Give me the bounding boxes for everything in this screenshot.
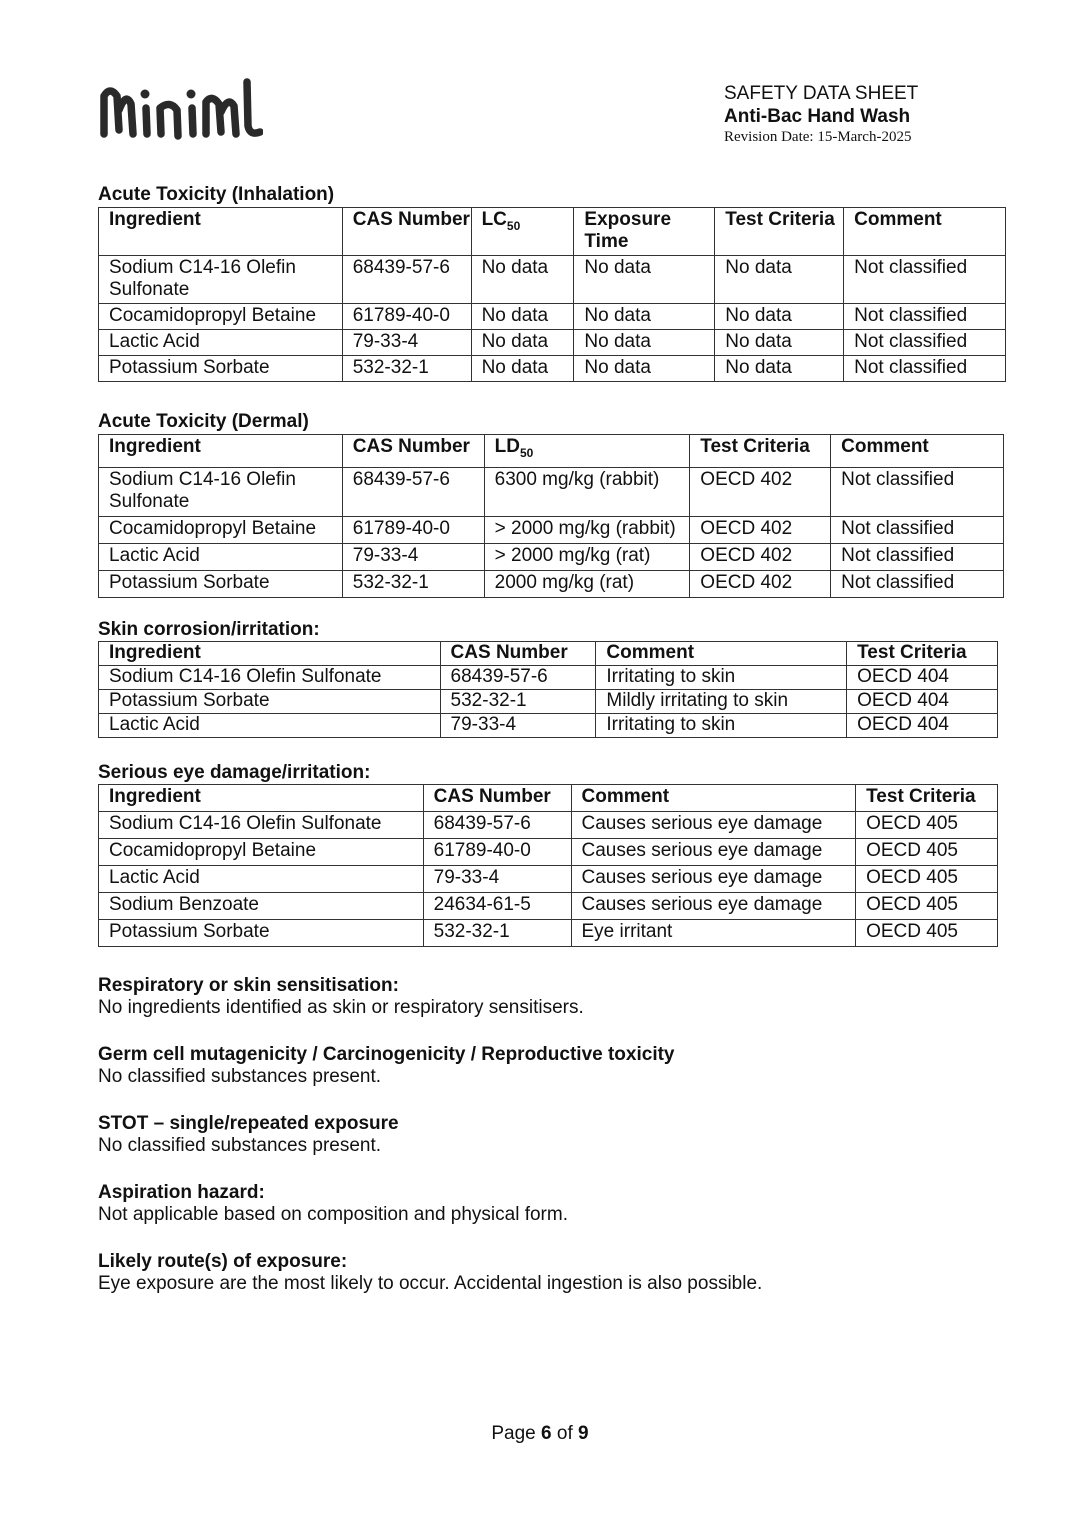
eye-table — [98, 784, 998, 947]
section-heading: Respiratory or skin sensitisation: — [98, 975, 399, 996]
mutagenicity-section — [98, 1044, 675, 1088]
table-row: Sodium C14-16 Olefin Sulfonate 68439-57-6 Irritating to skin OECD 404 — [99, 666, 998, 690]
col-exposure: Exposure Time — [574, 208, 715, 256]
table-row: Potassium Sorbate 532-32-1 2000 mg/kg (rat) OECD 402 Not classified — [99, 570, 1004, 597]
table-header-row — [99, 208, 1006, 256]
aspiration-section — [98, 1182, 568, 1226]
table-header-row — [99, 785, 998, 812]
table-row: Sodium C14-16 Olefin Sulfonate 68439-57-6 No data No data No data Not classified — [99, 256, 1006, 304]
revision-date: Revision Date: 15-March-2025 — [724, 129, 912, 145]
col-ingredient: Ingredient — [99, 642, 441, 666]
table-row: Cocamidopropyl Betaine 61789-40-0 No data No data No data Not classified — [99, 304, 1006, 330]
section-text: No ingredients identified as skin or respiratory sensitisers. — [98, 997, 584, 1018]
page-number: Page 6 of 9 — [491, 1423, 589, 1444]
col-cas: CAS Number — [342, 208, 471, 256]
table-row: Sodium Benzoate 24634-61-5 Causes serious eye damage OECD 405 — [99, 893, 998, 920]
section-heading: Likely route(s) of exposure: — [98, 1251, 348, 1272]
col-cas: CAS Number — [342, 435, 484, 468]
col-comment: Comment — [831, 435, 1004, 468]
table-header-row — [99, 642, 998, 666]
col-test: Test Criteria — [690, 435, 831, 468]
table-row: Sodium C14-16 Olefin Sulfonate 68439-57-6 Causes serious eye damage OECD 405 — [99, 812, 998, 839]
eye-title: Serious eye damage/irritation: — [98, 762, 371, 783]
section-text: Eye exposure are the most likely to occur. Accidental ingestion is also possible. — [98, 1273, 763, 1294]
col-comment: Comment — [844, 208, 1006, 256]
col-test: Test Criteria — [715, 208, 844, 256]
table-row: Cocamidopropyl Betaine 61789-40-0 Causes serious eye damage OECD 405 — [99, 839, 998, 866]
table-header-row — [99, 435, 1004, 468]
table-row: Potassium Sorbate 532-32-1 No data No data No data Not classified — [99, 356, 1006, 382]
sensitisation-section — [98, 975, 584, 1019]
col-comment: Comment — [571, 785, 856, 812]
col-comment: Comment — [596, 642, 847, 666]
table-row: Cocamidopropyl Betaine 61789-40-0 > 2000 mg/kg (rabbit) OECD 402 Not classified — [99, 516, 1004, 543]
table-row: Lactic Acid 79-33-4 No data No data No data Not classified — [99, 330, 1006, 356]
section-heading: STOT – single/repeated exposure — [98, 1113, 399, 1134]
table-row: Lactic Acid 79-33-4 Causes serious eye damage OECD 405 — [99, 866, 998, 893]
table-row: Sodium C14-16 Olefin Sulfonate 68439-57-6 6300 mg/kg (rabbit) OECD 402 Not classified — [99, 467, 1004, 516]
product-name: Anti-Bac Hand Wash — [724, 106, 911, 127]
table-row: Lactic Acid 79-33-4 Irritating to skin OECD 404 — [99, 714, 998, 738]
col-cas: CAS Number — [423, 785, 571, 812]
inhalation-title: Acute Toxicity (Inhalation) — [98, 184, 335, 205]
section-text: No classified substances present. — [98, 1135, 382, 1156]
section-text: Not applicable based on composition and physical form. — [98, 1204, 568, 1225]
inhalation-table — [98, 207, 1006, 382]
col-ingredient: Ingredient — [99, 208, 343, 256]
exposure-route-section — [98, 1251, 762, 1295]
miniml-logo — [98, 74, 263, 149]
section-heading: Aspiration hazard: — [98, 1182, 265, 1203]
col-ingredient: Ingredient — [99, 435, 343, 468]
col-ingredient: Ingredient — [99, 785, 424, 812]
col-lc50: $LC_{50}$ — [471, 208, 574, 256]
skin-table — [98, 641, 998, 738]
col-cas: CAS Number — [440, 642, 596, 666]
dermal-table — [98, 434, 1004, 598]
doc-type: SAFETY DATA SHEET — [724, 83, 919, 104]
col-test: Test Criteria — [847, 642, 998, 666]
section-heading: Germ cell mutagenicity / Carcinogenicity / Reproductive toxicity — [98, 1044, 675, 1065]
document-header — [724, 82, 918, 147]
dermal-title: Acute Toxicity (Dermal) — [98, 411, 309, 432]
table-row: Potassium Sorbate 532-32-1 Mildly irritating to skin OECD 404 — [99, 690, 998, 714]
col-test: Test Criteria — [856, 785, 998, 812]
table-row: Potassium Sorbate 532-32-1 Eye irritant OECD 405 — [99, 920, 998, 947]
stot-section — [98, 1113, 399, 1157]
col-ld50: $LD_{50}$ — [484, 435, 690, 468]
section-text: No classified substances present. — [98, 1066, 382, 1087]
table-row: Lactic Acid 79-33-4 > 2000 mg/kg (rat) OECD 402 Not classified — [99, 543, 1004, 570]
skin-title: Skin corrosion/irritation: — [98, 619, 320, 640]
